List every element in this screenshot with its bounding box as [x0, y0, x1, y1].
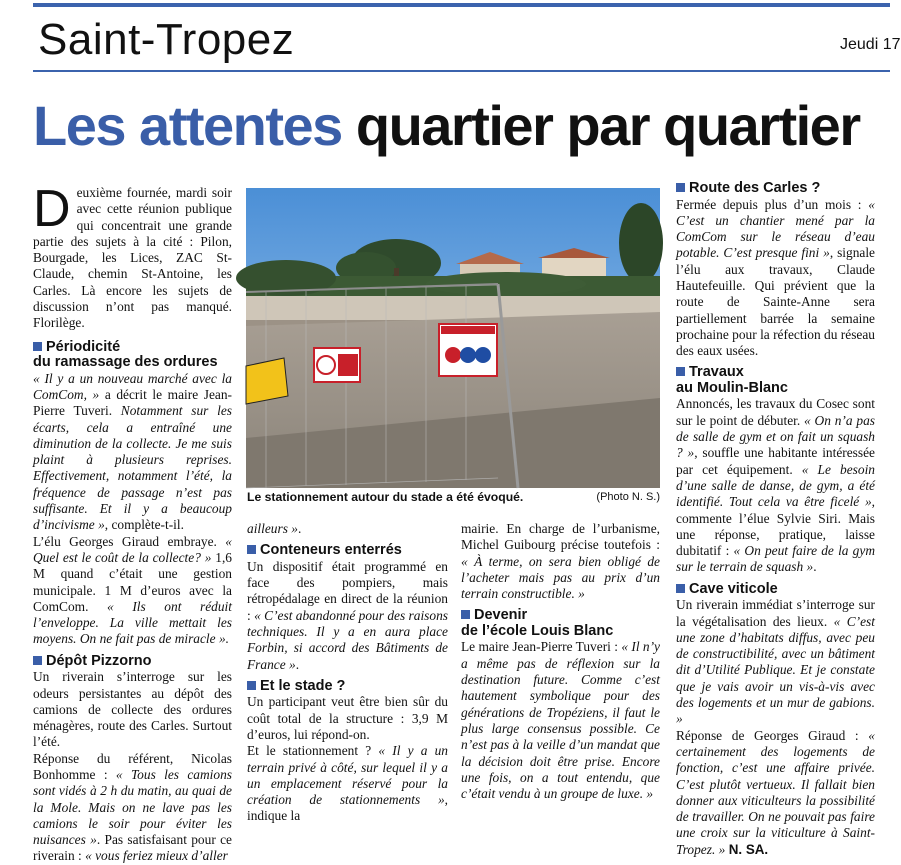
article-headline: [33, 90, 860, 162]
paragraph-conteneurs: Un dispositif était programmé en face des pompiers, mais rétropédalage en direct de la réunion : « C’est abandonné pour des raisons techniques. Il y a en aura place Forbin, si accord des Bâtiments de France ».: [247, 558, 448, 672]
photo-caption: [247, 490, 660, 504]
article-photo: [246, 188, 660, 488]
subhead-ecole: Devenir de l’école Louis Blanc: [461, 607, 614, 639]
paragraph-stade-cout: Un participant veut être bien sûr du coût total de la structure : 3,9 M d’euros, lui répond-on.: [247, 694, 448, 742]
bullet-square-icon: [33, 656, 42, 665]
paragraph-ecole: Le maire Jean-Pierre Tuveri : « Il n’y a même pas de réflexion sur la destination future. Comme c’est hautement symbolique pour des générations de Tropéziens, il faut le plus large consensus possible. Ce n’est pas à la veille d’un mandat que la décision doit être prise. Encore une fois, on a tout entendu, que c’était vendu à un groupe de luxe. »: [461, 639, 660, 802]
paragraph-cave: Un riverain immédiat s’interroge sur la végétalisation des lieux. « C’est une zone d’habitats diffus, avec peu de constructibilité, avec un bâtiment dit d’Utilité Publique. Et je constate que je vais avoir un vis-à-vis avec des logements et un mur de gabions. »: [676, 597, 875, 727]
bullet-square-icon: [461, 610, 470, 619]
paragraph-periodicite: « Il y a un nouveau marché avec la ComCom, » a décrit le maire Jean-Pierre Tuveri. Notamment sur les écarts, cela a entraîné une diminution de la collecte. Je me suis plaint à plusieurs reprises. Effectivement, notamment l’été, la fréquence de passage n’est pas suffisante. Et il y a beaucoup d’incivisme », complète-t-il.: [33, 370, 232, 533]
paragraph-urbanisme: mairie. En charge de l’urbanisme, Michel Guibourg précise toutefois : « À terme, on sera bien obligé de l’acheter mais pas au prix d’un terrain constructible. »: [461, 521, 660, 602]
author-signature: N. SA.: [728, 841, 769, 857]
subhead-moulin-blanc: Travaux au Moulin-Blanc: [676, 364, 788, 396]
column-4: [676, 181, 875, 858]
paragraph-carles: Fermée depuis plus d’un mois : « C’est un chantier mené par la ComCom sur le réseau d’eau potable. C’est presque fini », signale l’élu aux travaux, Claude Hautefeuille. Qui prévient que la route de Sainte-Anne sera partiellement barrée la semaine prochaine pour la réfection du réseau des eaux usées.: [676, 196, 876, 359]
bullet-square-icon: [676, 183, 685, 192]
paragraph-moulin-blanc: Annoncés, les travaux du Cosec sont sur le point de débuter. « On n’a pas de salle de gym et on fait un squash ? », souffle une habitante intéressée par cet équipement. « Le besoin d’une salle de danse, de gym, a été identifié. Tout cela va être ficelé », commente l’élue Sylvie Siri. Mais une réponse, pratique, laisse dubitatif : « On peut faire de la gym sur le terrain de squash ».: [676, 396, 875, 575]
photo-credit: (Photo N. S.): [596, 491, 660, 503]
paragraph-giraud: L’élu Georges Giraud embraye. « Quel est le coût de la collecte? » 1,6 M quand c’était une gestion municipale. 1 M d’euros avec la ComCom. « Ils ont réduit l’enveloppe. La ville mettait les moyens. On ne fait pas de miracle ».: [33, 533, 232, 647]
stadium-parking-photo: [246, 188, 660, 488]
column-1: [33, 180, 232, 865]
intro-paragraph: Deuxième fournée, mardi soir avec cette réunion publique qui concentrait une grande partie des sujets à la cité : Pilon, Bourgade, les Lices, ZAC St-Claude, chemin St-Antoine, les Carles. Là encore les sujets de discussion n’ont pas manqué. Florilège.: [33, 180, 232, 331]
drop-cap: D: [33, 180, 71, 238]
paragraph-depot: Un riverain s’interroge sur les odeurs persistantes au dépôt des camions de collecte des ordures ménagères, route des Carles. Surtout l’été.: [33, 669, 232, 750]
subhead-carles: Route des Carles ?: [676, 181, 875, 197]
headline-highlight: Les attentes: [33, 94, 342, 157]
column-2: [247, 521, 448, 825]
paragraph-giraud-reponse: Réponse de Georges Giraud : « certainement des logements de fonction, c’est une affaire privée. C’est plutôt vertueux. Il fallait bien donner aux viticulteurs la possibilité de travailler. On ne pouvait pas faire une croix sur la viticulture à Saint-Tropez. » N. SA.: [676, 727, 875, 857]
issue-date: Jeudi 17: [840, 36, 901, 53]
header-top-bar: [33, 3, 890, 7]
subhead-periodicite: Périodicité du ramassage des ordures: [33, 338, 218, 371]
paragraph-bonhomme: Réponse du référent, Nicolas Bonhomme : « Tous les camions sont vidés à 2 h du matin, au quai de la Mole. Mais on ne lave pas les camions le soir pour éviter les nuisances ». Pas satisfaisant pour ce riverain : « vous feriez mieux d’aller: [33, 750, 232, 864]
subhead-depot: Dépôt Pizzorno: [33, 654, 232, 670]
bullet-square-icon: [247, 545, 256, 554]
headline-rest: quartier par quartier: [355, 94, 860, 157]
column-3: [461, 521, 660, 802]
paragraph-depot-end: ailleurs ».: [247, 521, 302, 536]
subhead-stade: Et le stade ?: [247, 679, 448, 695]
section-city-title: Saint-Tropez: [38, 15, 295, 64]
subhead-conteneurs: Conteneurs enterrés: [247, 543, 448, 559]
bullet-square-icon: [676, 584, 685, 593]
bullet-square-icon: [33, 342, 42, 351]
paragraph-stationnement: Et le stationnement ? « Il y a un terrain privé à côté, sur lequel il y a un emplacement réservé pour la création de stationnements », indique la: [247, 743, 448, 824]
bullet-square-icon: [676, 367, 685, 376]
bullet-square-icon: [247, 681, 256, 690]
caption-text: Le stationnement autour du stade a été évoqué.: [247, 490, 524, 504]
subhead-cave: Cave viticole: [676, 582, 875, 598]
header-rule: [33, 70, 890, 72]
